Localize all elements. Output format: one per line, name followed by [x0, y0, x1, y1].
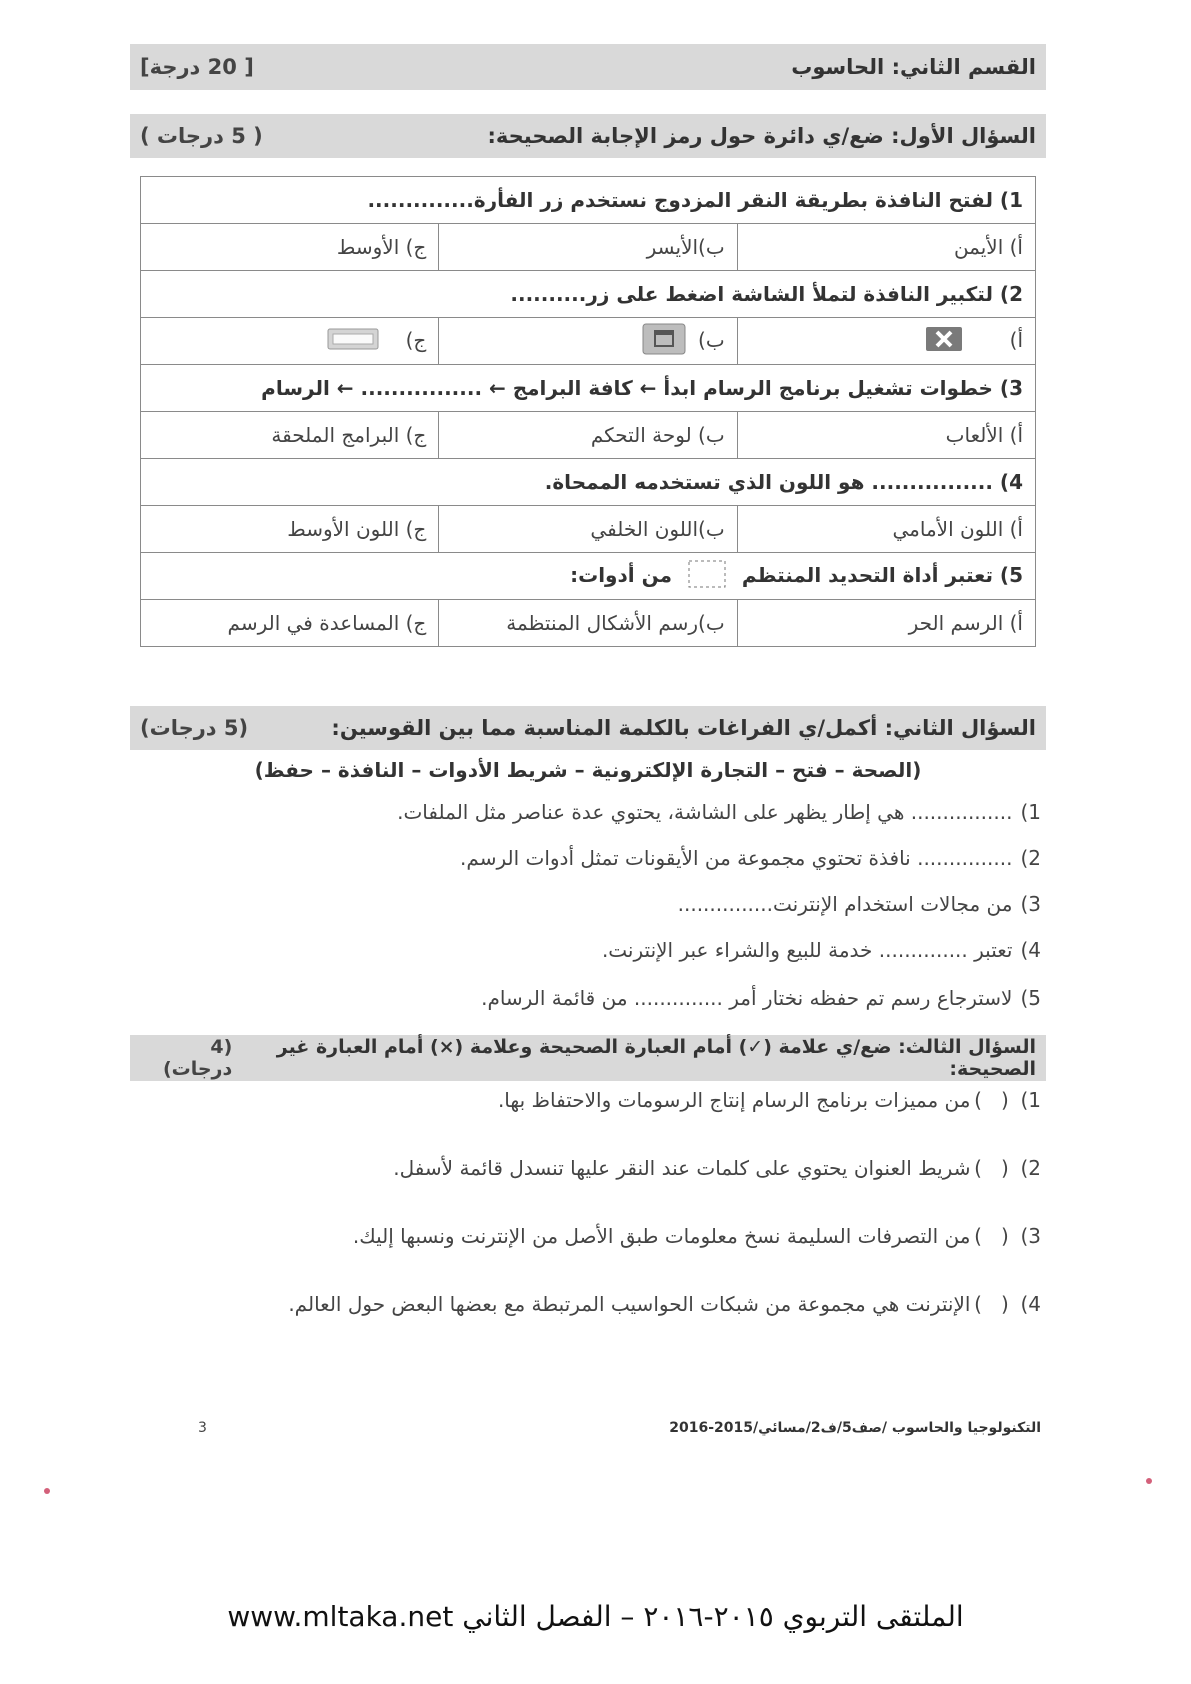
option-letter: ج) [405, 327, 427, 352]
mcq-stem-row [141, 459, 1036, 506]
answer-box[interactable]: ( ) [974, 1088, 1009, 1112]
mcq-options-row [141, 318, 1036, 365]
mcq-stem-row [141, 177, 1036, 224]
word-bank: (الصحة – فتح – التجارة الإلكترونية – شريط الأدوات – النافذة – حفظ) [254, 758, 922, 782]
item-text: شريط العنوان يحتوي على كلمات عند النقر عليها تنسدل قائمة لأسفل. [393, 1156, 971, 1180]
mcq-stem-5 [141, 553, 1036, 600]
scan-speck [44, 1488, 50, 1494]
item-text[interactable]: من مجالات استخدام الإنترنت............... [677, 892, 1013, 916]
page-number: 3 [198, 1420, 207, 1436]
maximize-icon [642, 323, 686, 360]
mcq-option-c[interactable]: ج) اللون الأوسط [141, 506, 439, 553]
mcq-option-c[interactable]: ج) المساعدة في الرسم [141, 600, 439, 647]
mcq-stem-4: 4) ................ هو اللون الذي تستخدمه الممحاة. [141, 459, 1036, 506]
item-number: 2) [1020, 846, 1041, 870]
close-icon [925, 326, 963, 357]
mcq-options-row [141, 506, 1036, 553]
question1-header [130, 114, 1046, 158]
mcq-stem-row [141, 365, 1036, 412]
item-text[interactable]: ............... نافذة تحتوي مجموعة من الأيقونات تمثل أدوات الرسم. [460, 846, 1013, 870]
section-marks: [ 20 درجة] [140, 55, 254, 79]
mcq-stem-2: 2) لتكبير النافذة لتملأ الشاشة اضغط على زر.......... [141, 271, 1036, 318]
answer-box[interactable]: ( ) [974, 1156, 1009, 1180]
item-number: 3) [1020, 1224, 1041, 1248]
list-item [150, 1292, 1041, 1316]
mcq-option-b[interactable]: ب)الأيسر [439, 224, 737, 271]
list-item [150, 938, 1041, 962]
item-number: 4) [1020, 938, 1041, 962]
question1-title: السؤال الأول: ضع/ي دائرة حول رمز الإجابة الصحيحة: [487, 124, 1036, 148]
item-text: من التصرفات السليمة نسخ معلومات طبق الأصل من الإنترنت ونسبها إليك. [352, 1224, 971, 1248]
question1-marks: ( 5 درجات ) [140, 124, 263, 148]
item-number: 1) [1020, 800, 1041, 824]
mcq-options-row [141, 224, 1036, 271]
item-text[interactable]: لاسترجاع رسم تم حفظه نختار أمر .............. من قائمة الرسام. [481, 986, 1013, 1010]
mcq-option-c[interactable]: ج) البرامج الملحقة [141, 412, 439, 459]
question3-marks: (4 درجات) [162, 1036, 233, 1080]
answer-box[interactable]: ( ) [974, 1224, 1009, 1248]
option-letter: أ) [1009, 327, 1023, 352]
section-title: القسم الثاني: الحاسوب [791, 55, 1036, 79]
item-number: 5) [1020, 986, 1041, 1010]
list-item [150, 892, 1041, 916]
list-item [150, 986, 1041, 1010]
mcq-stem-row [141, 271, 1036, 318]
scan-speck [1146, 1478, 1152, 1484]
question2-header [130, 706, 1046, 750]
mcq-stem-row [141, 553, 1036, 600]
answer-box[interactable]: ( ) [974, 1292, 1009, 1316]
item-text[interactable]: ................ هي إطار يظهر على الشاشة، يحتوي عدة عناصر مثل الملفات. [397, 800, 1013, 824]
list-item [150, 1224, 1041, 1248]
mcq-table [140, 176, 1036, 647]
mcq-option-a[interactable]: أ) الأيمن [737, 224, 1035, 271]
mcq-option-c[interactable] [141, 318, 439, 365]
stem-part-2: من أدوات: [570, 562, 672, 587]
list-item [150, 846, 1041, 870]
item-number: 2) [1020, 1156, 1041, 1180]
question2-marks: (5 درجات) [140, 716, 249, 740]
item-text: من مميزات برنامج الرسام إنتاج الرسومات والاحتفاظ بها. [497, 1088, 971, 1112]
mcq-option-a[interactable]: أ) الألعاب [737, 412, 1035, 459]
mcq-option-b[interactable]: ب)اللون الخلفي [439, 506, 737, 553]
item-number: 4) [1020, 1292, 1041, 1316]
section-header [130, 44, 1046, 90]
option-letter: ب) [698, 327, 725, 352]
mcq-option-b[interactable]: ب) لوحة التحكم [439, 412, 737, 459]
mcq-stem-3: 3) خطوات تشغيل برنامج الرسام ابدأ ← كافة البرامج ← ................ ← الرسام [141, 365, 1036, 412]
mcq-options-row [141, 412, 1036, 459]
mcq-options-row [141, 600, 1036, 647]
list-item [150, 800, 1041, 824]
minimize-icon [327, 328, 379, 355]
question2-title: السؤال الثاني: أكمل/ي الفراغات بالكلمة المناسبة مما بين القوسين: [331, 716, 1036, 740]
list-item [150, 1156, 1041, 1180]
site-watermark[interactable]: الملتقى التربوي ٢٠١٥-٢٠١٦ – الفصل الثاني www.mltaka.net [227, 1600, 964, 1633]
stem-part-1: 5) تعتبر أداة التحديد المنتظم [741, 562, 1023, 587]
item-text: الإنترنت هي مجموعة من شبكات الحواسيب المرتبطة مع بعضها البعض حول العالم. [288, 1292, 971, 1316]
item-number: 3) [1020, 892, 1041, 916]
mcq-option-a[interactable]: أ) الرسم الحر [737, 600, 1035, 647]
course-footer: التكنولوجيا والحاسوب /صف5/ف2/مسائي/2015-2016 [669, 1420, 1041, 1436]
mcq-option-b[interactable]: ب)رسم الأشكال المنتظمة [439, 600, 737, 647]
item-number: 1) [1020, 1088, 1041, 1112]
rect-select-icon [687, 559, 727, 594]
list-item [150, 1088, 1041, 1112]
mcq-option-a[interactable] [737, 318, 1035, 365]
item-text[interactable]: تعتبر .............. خدمة للبيع والشراء عبر الإنترنت. [601, 938, 1013, 962]
mcq-option-b[interactable] [439, 318, 737, 365]
question3-title: السؤال الثالث: ضع/ي علامة (✓) أمام العبارة الصحيحة وعلامة (×) أمام العبارة غير الصحيحة: [276, 1036, 1036, 1080]
mcq-stem-1: 1) لفتح النافذة بطريقة النقر المزدوج نستخدم زر الفأرة.............. [141, 177, 1036, 224]
mcq-option-c[interactable]: ج) الأوسط [141, 224, 439, 271]
mcq-option-a[interactable]: أ) اللون الأمامي [737, 506, 1035, 553]
question3-header [130, 1035, 1046, 1081]
